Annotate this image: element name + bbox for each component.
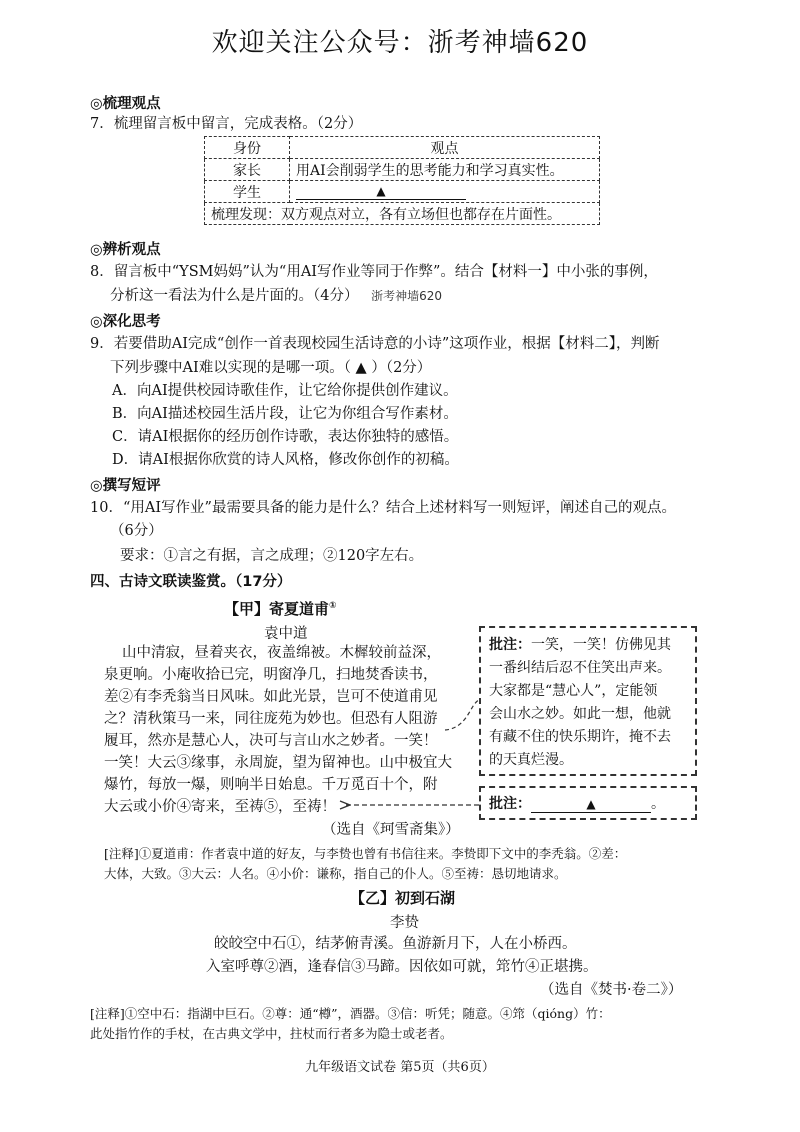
annotation-1-line-1: 一笑，一笑！仿佛见其 — [531, 637, 671, 653]
annotation-2-label: 批注： — [489, 796, 531, 812]
section-title-analysis: ◎辨析观点 — [90, 242, 161, 258]
jia-line-8: 大云或小价④寄来，至祷⑤，至祷！ — [104, 799, 336, 815]
option-c: C．请AI根据你的经历创作诗歌，表达你独特的感悟。 — [112, 429, 459, 445]
annotation-1-label: 批注： — [489, 637, 531, 653]
table-header-identity: 身份 — [205, 137, 290, 159]
blank-marker: ▲ — [376, 184, 386, 198]
yi-author: 李贽 — [390, 915, 419, 931]
annotation-1-line-5: 有藏不住的快乐期许，掩不去 — [489, 729, 671, 745]
table-header-viewpoint: 观点 — [290, 137, 600, 159]
jia-author: 袁中道 — [264, 626, 308, 642]
jia-line-6: 一笑！大云③缘事，永周旋，望为留神也。山中极宜大 — [104, 755, 452, 771]
watermark-text: 浙考神墙620 — [371, 289, 442, 303]
jia-source: （选自《珂雪斋集》） — [322, 822, 460, 838]
connector-line-1 — [445, 700, 479, 730]
table-cell-student: 学生 — [205, 181, 290, 203]
yi-line-1: 皎皎空中石①，结茅俯青溪。鱼游新月下，人在小桥西。 — [214, 936, 577, 952]
jia-line-4: 之？清秋策马一来，同往庞苑为妙也。但恐有人阻游 — [104, 711, 438, 727]
option-a: A．向AI提供校园诗歌佳作，让它给你提供创作建议。 — [112, 383, 458, 399]
blank-marker: ▲ — [586, 797, 596, 811]
question-8-line-1: 8．留言板中“YSM妈妈”认为“用AI写作业等同于作弊”。结合【材料一】中小张的事例， — [90, 264, 658, 280]
yi-source: （选自《焚书·卷二》） — [540, 982, 683, 998]
yi-note-line-2: 此处指竹作的手杖，在古典文学中，拄杖而行者多为隐士或老者。 — [90, 1026, 453, 1041]
jia-line-3: 差②有李秃翁当日风味。如此光景，岂可不使道甫见 — [104, 689, 438, 705]
annotation-1-line-6: 的天真烂漫。 — [489, 752, 573, 768]
jia-title-text: 【甲】寄夏道甫 — [224, 600, 330, 618]
annotation-1-line-3: 大家都是“慧心人”，定能领 — [489, 683, 658, 699]
question-8-text: 分析这一看法为什么是片面的。（4分） — [110, 288, 359, 304]
option-d: D．请AI根据你欣赏的诗人风格，修改你创作的初稿。 — [112, 452, 459, 468]
jia-line-1: 山中清寂，昼着夹衣，夜盖绵被。木樨较前益深， — [122, 645, 441, 661]
annotation-answer-blank[interactable] — [531, 796, 651, 813]
table-cell-parent-view: 用AI会削弱学生的思考能力和学习真实性。 — [290, 159, 600, 181]
section-title-sorting: ◎梳理观点 — [90, 96, 161, 112]
question-7: 7．梳理留言板中留言，完成表格。（2分） — [90, 116, 363, 132]
yi-line-2: 入室呼尊②酒，逢春信③马蹄。因依如可就，筇竹④正堪携。 — [206, 959, 598, 975]
part-four-title: 四、古诗文联读鉴赏。（17分） — [90, 574, 292, 590]
yi-title: 【乙】初到石湖 — [350, 889, 456, 907]
question-9-line-1: 9．若要借助AI完成“创作一首表现校园生活诗意的小诗”这项作业，根据【材料二】，判断 — [90, 336, 660, 352]
jia-note-line-1: [注释]①夏道甫：作者袁中道的好友，与李贽也曾有书信往来。李贽即下文中的李秃翁。②差： — [104, 846, 627, 861]
jia-line-2: 泉更响。小庵收拾已完，明窗净几，扫地焚香读书， — [104, 667, 438, 683]
yi-note-line-1: [注释]①空中石：指湖中巨石。②尊：通“樽”，酒器。③信：听凭；随意。④筇（qióng）竹： — [90, 1006, 611, 1021]
jia-line-7: 爆竹，每放一爆，则响半日始息。千万觅百十个，附 — [104, 777, 438, 793]
question-10-line-2: （6分） — [110, 523, 163, 539]
page-header-banner: 欢迎关注公众号：浙考神墙620 — [211, 28, 589, 58]
question-10-line-1: 10．“用AI写作业”最需要具备的能力是什么？结合上述材料写一则短评，阐述自己的观点。 — [90, 500, 676, 516]
option-b: B．向AI描述校园生活片段，让它为你组合写作素材。 — [112, 406, 458, 422]
question-9-line-2: 下列步骤中AI难以实现的是哪一项。（ ▲ ）（2分） — [110, 360, 432, 376]
section-title-review: ◎撰写短评 — [90, 478, 161, 494]
table-cell-finding: 梳理发现：双方观点对立，各有立场但也都存在片面性。 — [205, 203, 600, 225]
jia-title-footnote: ① — [329, 601, 337, 611]
page-footer: 九年级语文试卷 第5页（共6页） — [305, 1060, 495, 1075]
jia-line-5: 履耳，然亦是慧心人，决可与言山水之妙者。一笑！ — [104, 733, 438, 749]
annotation-1-line-2: 一番纠结后忍不住笑出声来。 — [489, 660, 671, 676]
question-10-requirement: 要求：①言之有据，言之成理；②120字左右。 — [120, 548, 424, 564]
section-title-deep-thinking: ◎深化思考 — [90, 314, 161, 330]
jia-note-line-2: 大体，大致。③大云：人名。④小价：谦称，指自己的仆人。⑤至祷：恳切地请求。 — [104, 866, 567, 881]
arrow-head-icon — [340, 801, 350, 809]
annotation-box-2[interactable]: 批注： ▲ 。 — [479, 786, 697, 820]
annotation-box-1 — [479, 626, 697, 776]
annotation-1-line-4: 会山水之妙。如此一想，他就 — [489, 706, 671, 722]
table-cell-parent: 家长 — [205, 159, 290, 181]
